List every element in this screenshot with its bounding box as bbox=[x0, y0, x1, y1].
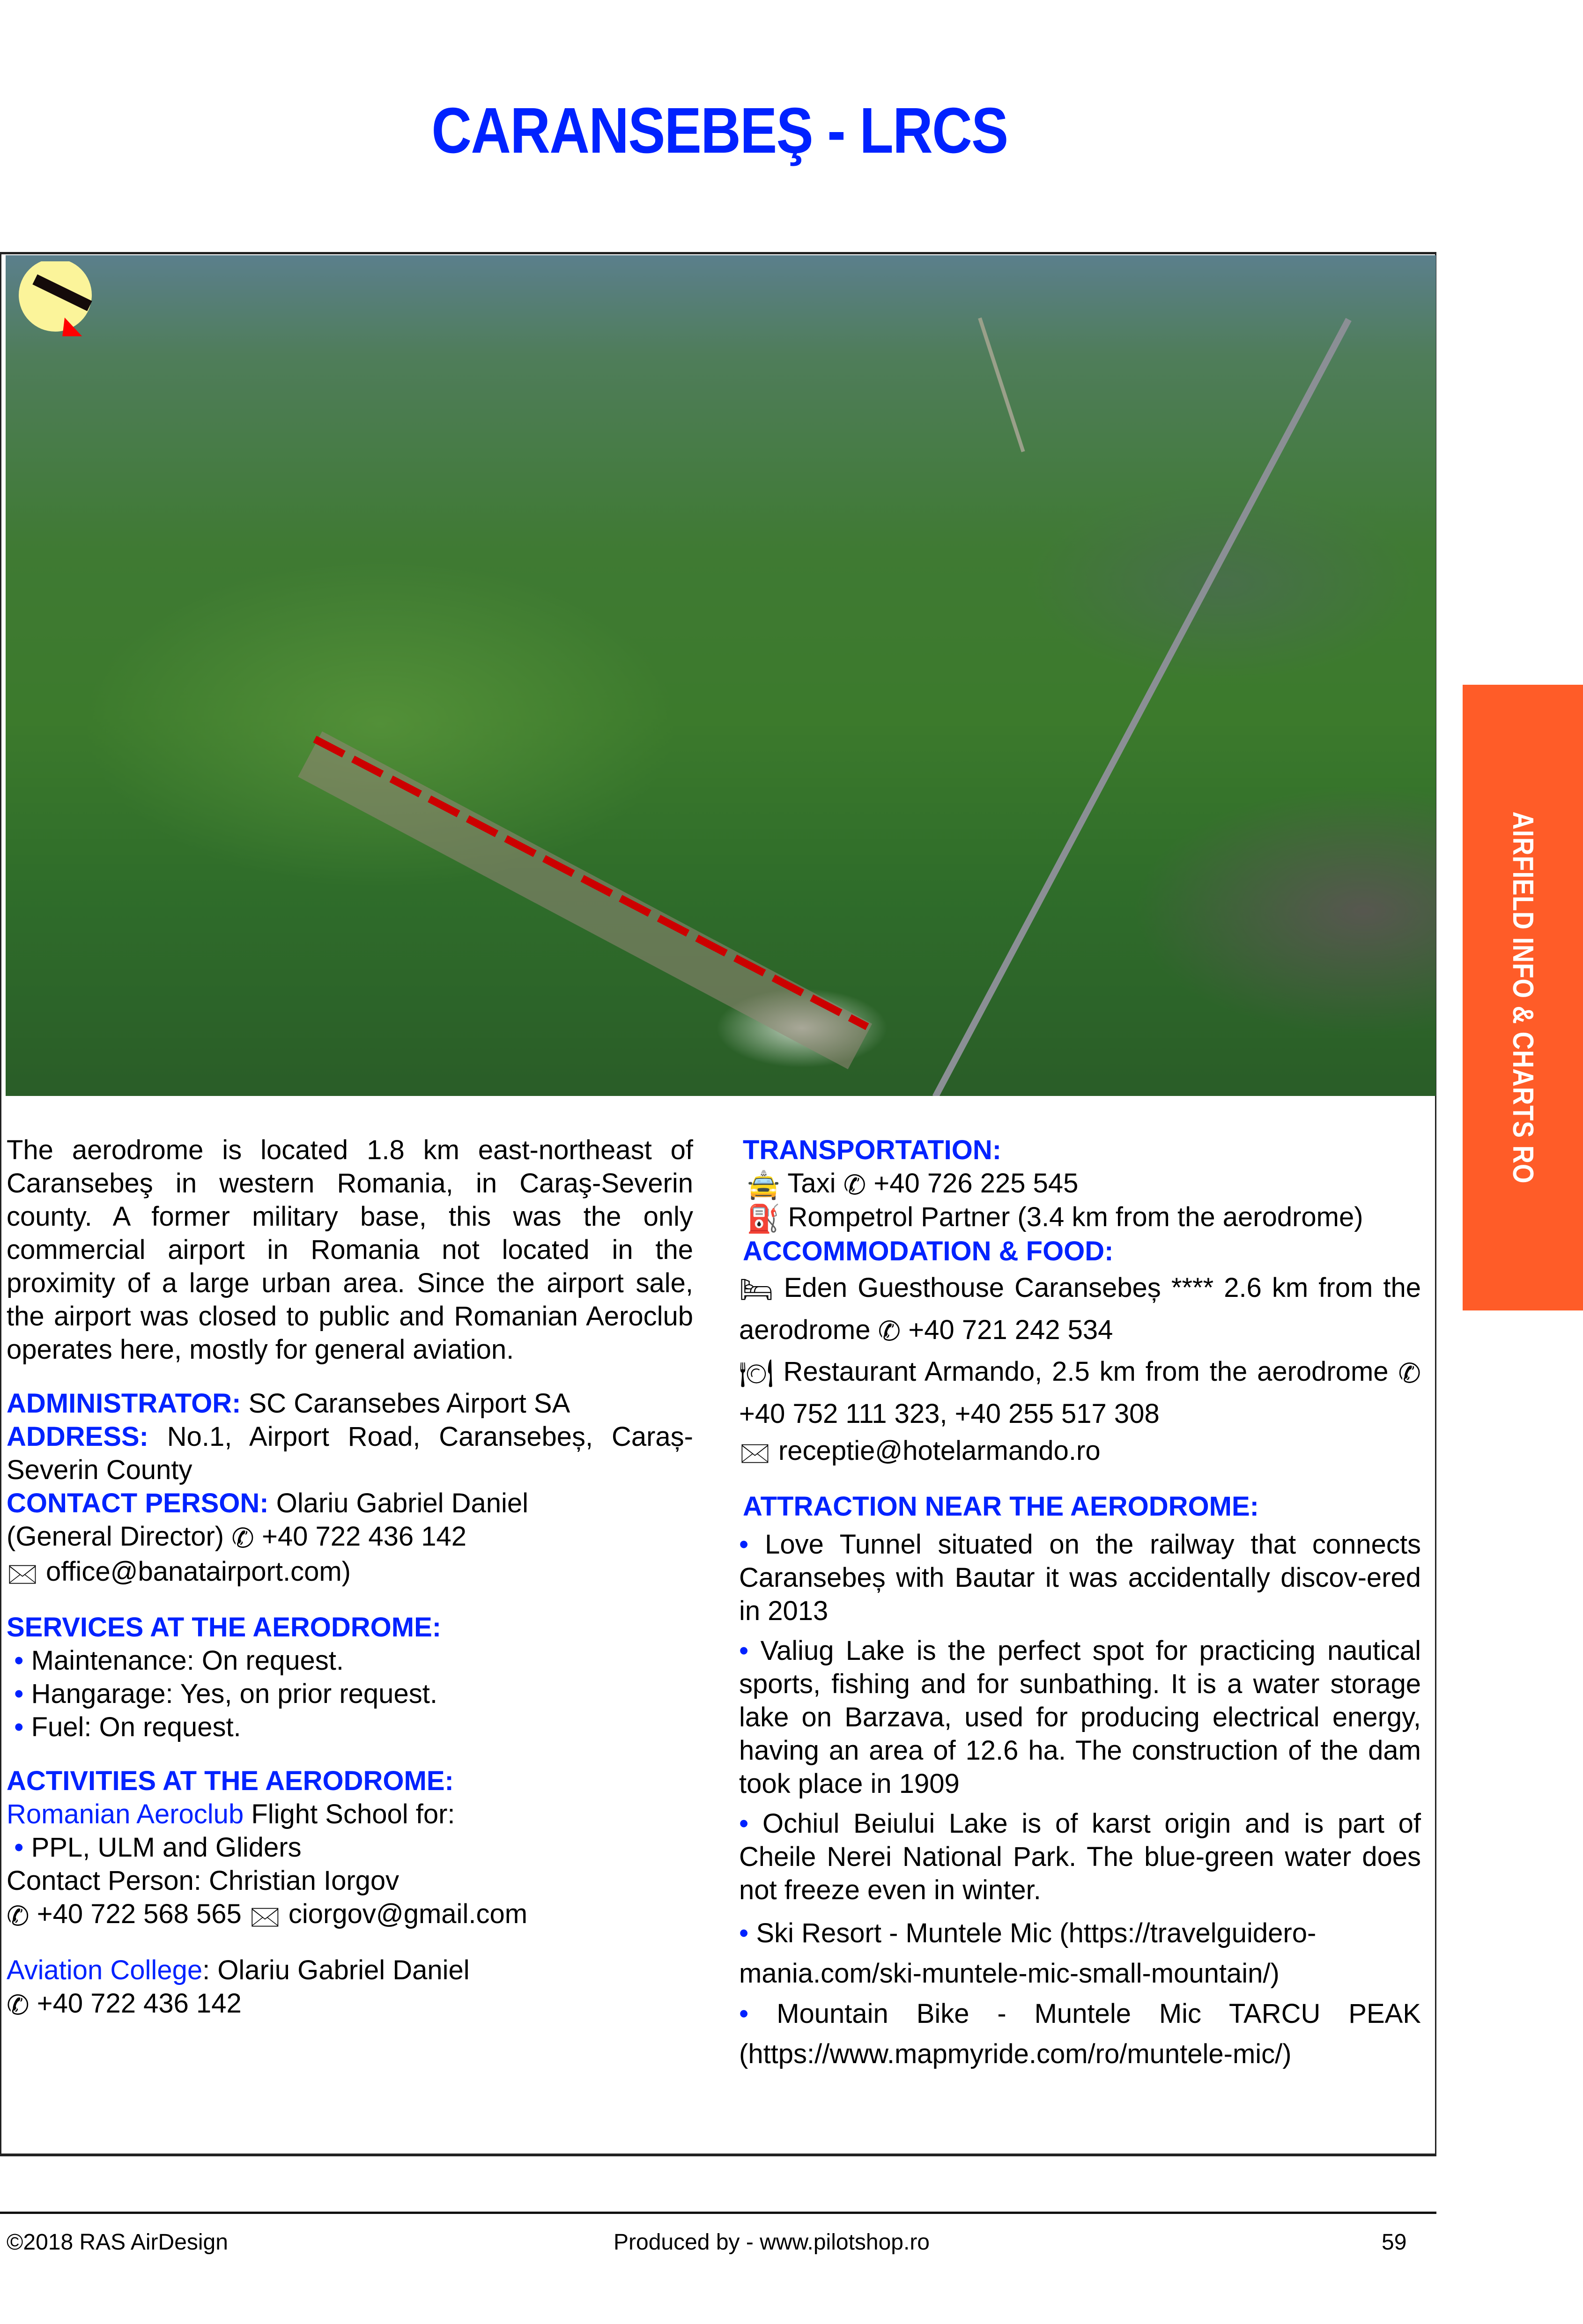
aeroclub-contact-person: Contact Person: Christian Iorgov bbox=[7, 1865, 399, 1896]
contact-name: Olariu Gabriel Daniel bbox=[268, 1488, 529, 1518]
right-column bbox=[739, 1133, 1421, 2074]
taxi-line: 🚖 Taxi ✆ +40 726 225 545 bbox=[739, 1167, 1421, 1202]
phone-icon: ✆ bbox=[7, 1901, 30, 1932]
transportation-heading: TRANSPORTATION: bbox=[743, 1135, 1002, 1165]
administrator-label: ADMINISTRATOR: bbox=[7, 1388, 241, 1419]
fuel-pump-icon: ⛽ bbox=[747, 1203, 781, 1234]
aeroclub-phone[interactable]: +40 722 568 565 bbox=[29, 1899, 249, 1930]
mountain-bike-link[interactable]: Mountain Bike - Muntele Mic TARCU PEAK (https://www.mapmyride.com/ro/muntele-mic/) bbox=[739, 1998, 1421, 2070]
attraction-item: • Valiug Lake is the perfect spot for practicing nautical sports, fishing and for sunbathing. It is a water storage lake on Barzava, used for producing electrical energy, having an area of 12.6 ha. The construction of the dam took place in 1909 bbox=[739, 1636, 1421, 1799]
aeroclub-line: Romanian Aeroclub Flight School for: bbox=[7, 1799, 455, 1830]
windsock-runway-orientation-icon bbox=[19, 261, 94, 336]
activities-heading: ACTIVITIES AT THE AERODROME: bbox=[7, 1766, 454, 1797]
footer-divider bbox=[0, 2212, 1436, 2214]
phone-icon: ✆ bbox=[843, 1170, 866, 1201]
ski-resort-link[interactable]: Ski Resort - Muntele Mic (https://travelguidero-mania.com/ski-muntele-mic-small-mountain/) bbox=[739, 1918, 1317, 1989]
envelope-icon: 🖂 bbox=[249, 1901, 281, 1932]
college-phone[interactable]: +40 722 436 142 bbox=[29, 1988, 242, 2019]
envelope-icon: 🖂 bbox=[7, 1558, 38, 1589]
services-item: • Fuel: On request. bbox=[14, 1712, 241, 1743]
college-link[interactable]: Aviation College bbox=[7, 1954, 203, 1985]
administrator-line bbox=[7, 1387, 693, 1420]
attractions-heading: ATTRACTION NEAR THE AERODROME: bbox=[743, 1491, 1259, 1522]
restaurant-plate-icon: 🍽 bbox=[739, 1358, 774, 1389]
bullet-icon: • bbox=[739, 1918, 749, 1949]
address-line bbox=[7, 1420, 693, 1487]
phone-icon: ✆ bbox=[878, 1316, 901, 1347]
bullet-icon: • bbox=[14, 1712, 24, 1743]
bullet-icon: • bbox=[739, 1998, 749, 2029]
contact-email[interactable]: office@banatairport.com) bbox=[38, 1556, 351, 1587]
envelope-icon: 🖂 bbox=[739, 1437, 771, 1468]
page-title: CARANSEBEŞ - LRCS bbox=[431, 95, 1008, 167]
bullet-icon: • bbox=[739, 1636, 749, 1666]
contact-label: CONTACT PERSON: bbox=[7, 1488, 269, 1518]
accommodation-heading: ACCOMMODATION & FOOD: bbox=[743, 1236, 1114, 1266]
hotel-line: 🛏 Eden Guesthouse Caransebeș **** 2.6 km from the aerodrome ✆ +40 721 242 534 bbox=[739, 1268, 1421, 1352]
hotel-phone[interactable]: +40 721 242 534 bbox=[901, 1314, 1113, 1345]
rural-road bbox=[978, 318, 1025, 452]
address-label: ADDRESS: bbox=[7, 1421, 148, 1452]
bullet-icon: • bbox=[14, 1645, 24, 1676]
footer-copyright: ©2018 RAS AirDesign bbox=[7, 2230, 228, 2255]
section-tab-label: AIRFIELD INFO & CHARTS RO bbox=[1507, 811, 1539, 1184]
college-line: Aviation College: Olariu Gabriel Daniel bbox=[7, 1954, 470, 1985]
address-value: No.1, Airport Road, Caransebeș, Caraș-Severin County bbox=[7, 1421, 693, 1485]
services-heading: SERVICES AT THE AERODROME: bbox=[7, 1612, 442, 1643]
bullet-icon: • bbox=[14, 1679, 24, 1710]
contact-line bbox=[7, 1487, 693, 1590]
restaurant-email-line bbox=[739, 1434, 1421, 1469]
restaurant-email[interactable]: receptie@hotelarmando.ro bbox=[770, 1435, 1101, 1466]
fuel-station-line: ⛽ Rompetrol Partner (3.4 km from the aerodrome) bbox=[747, 1202, 1363, 1234]
aeroclub-contact-line bbox=[7, 1897, 693, 1932]
section-tab bbox=[1463, 685, 1583, 1310]
bed-icon: 🛏 bbox=[739, 1274, 774, 1305]
phone-icon: ✆ bbox=[1398, 1358, 1421, 1389]
services-item: • Maintenance: On request. bbox=[14, 1645, 344, 1676]
highway bbox=[932, 318, 1352, 1096]
attraction-item: • Love Tunnel situated on the railway that connects Caransebeș with Bautar it was accidentally discov-ered in 2013 bbox=[739, 1529, 1421, 1627]
aerial-photo bbox=[6, 255, 1436, 1096]
restaurant-line: 🍽 Restaurant Armando, 2.5 km from the aerodrome ✆ +40 752 111 323, +40 255 517 308 bbox=[739, 1352, 1421, 1434]
bullet-icon: • bbox=[739, 1529, 749, 1560]
administrator-value: SC Caransebes Airport SA bbox=[241, 1388, 570, 1419]
page-number: 59 bbox=[1382, 2230, 1407, 2255]
taxi-icon: 🚖 bbox=[747, 1170, 781, 1201]
attraction-item bbox=[739, 1913, 1421, 1994]
runway-marking bbox=[313, 736, 869, 1030]
phone-icon: ✆ bbox=[7, 1990, 30, 2021]
college-phone-line bbox=[7, 1987, 693, 2022]
runway-strip bbox=[298, 731, 872, 1069]
aeroclub-email[interactable]: ciorgov@gmail.com bbox=[281, 1899, 528, 1930]
aeroclub-link[interactable]: Romanian Aeroclub bbox=[7, 1799, 244, 1830]
taxi-phone[interactable]: +40 726 225 545 bbox=[866, 1168, 1079, 1199]
bullet-icon: • bbox=[739, 1808, 749, 1839]
footer-producer[interactable]: Produced by - www.pilotshop.ro bbox=[614, 2230, 930, 2255]
bullet-icon: • bbox=[14, 1832, 24, 1863]
intro-paragraph: The aerodrome is located 1.8 km east-northeast of Caransebeş in western Romania, in Caraş-Severin county. A former military base, this was the only commercial airport in Romania not located in the proximity of a large urban area. Since the airport sale, the airport was closed to public and Romanian Aeroclub operates here, mostly for general aviation. bbox=[7, 1135, 693, 1365]
activities-item: • PPL, ULM and Gliders bbox=[14, 1832, 302, 1863]
left-column bbox=[7, 1133, 693, 2022]
attraction-item: • Ochiul Beiului Lake is of karst origin and is part of Cheile Nerei National Park. The blue-green water does not freeze even in winter. bbox=[739, 1808, 1421, 1906]
restaurant-phone[interactable]: +40 752 111 323, +40 255 517 308 bbox=[739, 1398, 1160, 1429]
services-item: • Hangarage: Yes, on prior request. bbox=[14, 1679, 437, 1710]
phone-icon: ✆ bbox=[231, 1523, 254, 1554]
contact-role: (General Director) bbox=[7, 1521, 232, 1552]
contact-phone[interactable]: +40 722 436 142 bbox=[254, 1521, 466, 1552]
attraction-item bbox=[739, 1994, 1421, 2074]
